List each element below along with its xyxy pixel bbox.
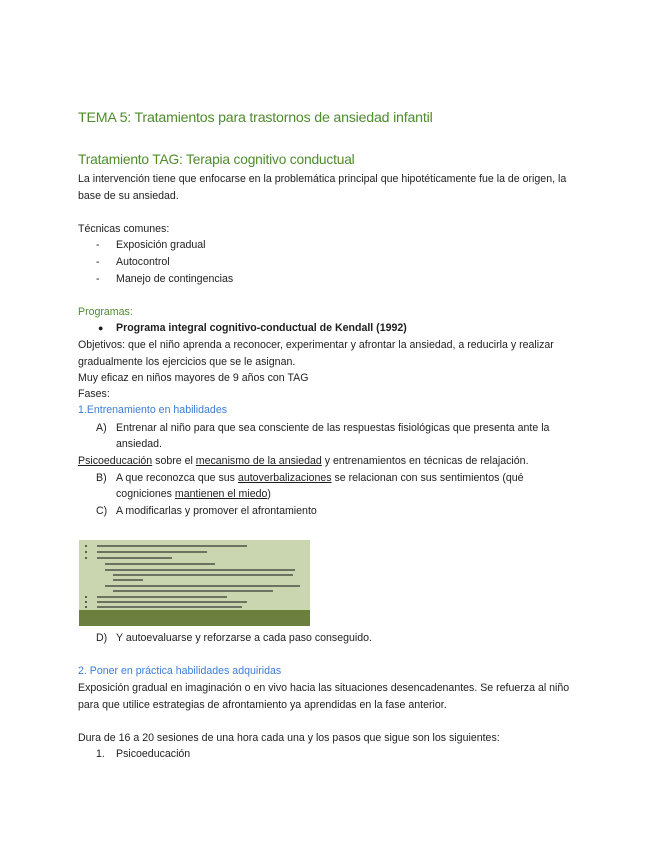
tecnicas-heading: Técnicas comunes: <box>78 223 170 235</box>
text-span: y entrenamientos en técnicas de relajación. <box>321 455 529 467</box>
dura-line: Dura de 16 a 20 sesiones de una hora cada una y los pasos que sigue son los siguientes: <box>78 732 500 744</box>
figure-line <box>85 551 87 553</box>
text-span: sobre el <box>152 455 196 467</box>
list-item: Autocontrol <box>116 256 170 268</box>
fase2-line-2: para que utilice estrategias de afrontamiento ya aprendidas en la fase anterior. <box>78 699 447 711</box>
programas-heading: Programas: <box>78 306 133 318</box>
psicoeducacion-line <box>78 453 529 470</box>
objetivos-line-1: Objetivos: que el niño aprenda a reconocer, experimentar y afrontar la ansiedad, a reducirla y realizar <box>78 339 554 351</box>
figure-line <box>105 563 215 565</box>
list-marker: 1. <box>96 748 105 760</box>
dash-marker: - <box>96 256 100 268</box>
intro-line-1: La intervención tiene que enfocarse en la problemática principal que hipotéticamente fue la de origen, la <box>78 173 567 185</box>
autoverbalizaciones-term: autoverbalizaciones <box>237 472 332 484</box>
figure-line <box>97 606 242 608</box>
section-subtitle: Tratamiento TAG: Terapia cognitivo conductual <box>78 152 355 167</box>
dash-marker: - <box>96 239 100 251</box>
figure-line <box>113 590 273 592</box>
eficaz-line: Muy eficaz en niños mayores de 9 años con TAG <box>78 372 309 384</box>
figure-line <box>113 574 293 576</box>
figure-line <box>85 601 87 603</box>
fase1-b-line-1 <box>116 470 524 487</box>
figure-line <box>105 569 295 571</box>
intro-line-2: base de su ansiedad. <box>78 190 179 202</box>
figure-line <box>85 557 87 559</box>
figure-line <box>113 579 143 581</box>
fase2-line-1: Exposición gradual en imaginación o en vivo hacia las situaciones desencadenantes. Se refuerza al niño <box>78 682 570 694</box>
fase1-d-text: Y autoevaluarse y reforzarse a cada paso conseguido. <box>116 632 372 644</box>
list-item: Exposición gradual <box>116 239 206 251</box>
embedded-table-image <box>79 540 310 626</box>
list-item: Manejo de contingencias <box>116 273 234 285</box>
fases-label: Fases: <box>78 388 110 400</box>
fase1-c-text: A modificarlas y promover el afrontamiento <box>116 505 317 517</box>
fase1-b-line-2 <box>116 486 271 503</box>
list-marker: D) <box>96 632 108 644</box>
mantienen-term: mantienen el miedo <box>174 488 268 500</box>
page-title: TEMA 5: Tratamientos para trastornos de ansiedad infantil <box>78 110 433 126</box>
figure-line <box>97 551 207 553</box>
fase1-heading: 1.Entrenamiento en habilidades <box>78 404 228 416</box>
fase1-a-line-2: ansiedad. <box>116 438 162 450</box>
text-span: ) <box>267 488 271 500</box>
dash-marker: - <box>96 273 100 285</box>
list-marker: C) <box>96 505 108 517</box>
figure-footer-band <box>79 610 310 626</box>
mecanismo-term: mecanismo de la ansiedad <box>195 455 322 467</box>
figure-line <box>85 596 87 598</box>
figure-line <box>105 585 300 587</box>
list-marker: B) <box>96 472 107 484</box>
text-span: cogniciones <box>116 488 175 500</box>
figure-line <box>97 545 247 547</box>
text-span: se relacionan con sus sentimientos (qué <box>331 472 524 484</box>
objetivos-line-2: gradualmente los ejercicios que se le asignan. <box>78 356 296 368</box>
list-marker: A) <box>96 422 107 434</box>
text-span: A que reconozca que sus <box>116 472 238 484</box>
figure-line <box>85 606 87 608</box>
fase2-heading: 2. Poner en práctica habilidades adquiridas <box>78 665 282 677</box>
figure-line <box>85 545 87 547</box>
figure-line <box>97 557 172 559</box>
step-item: Psicoeducación <box>116 748 191 760</box>
figure-line <box>97 601 247 603</box>
fase1-a-line-1: Entrenar al niño para que sea consciente de las respuestas fisiológicas que presenta ante la <box>116 422 550 434</box>
figure-line <box>97 596 227 598</box>
program-title: Programa integral cognitivo-conductual de Kendall (1992) <box>116 322 407 334</box>
psicoeducacion-term: Psicoeducación <box>78 455 153 467</box>
bullet-icon: ● <box>98 323 104 333</box>
